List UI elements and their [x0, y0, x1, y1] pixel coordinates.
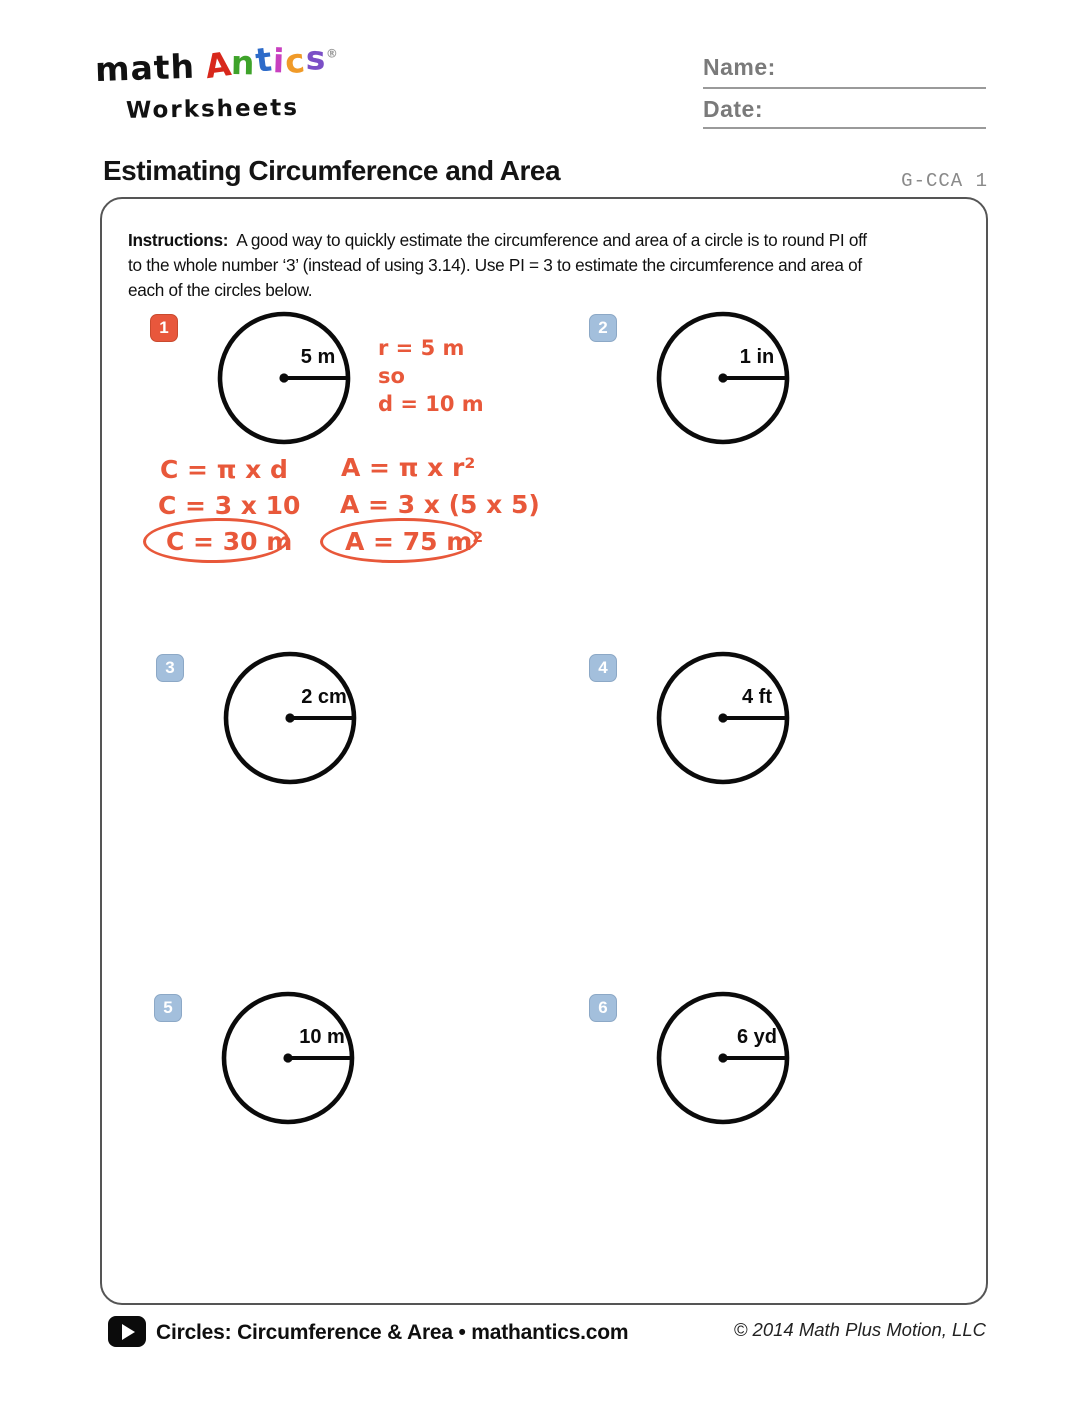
circle-figure	[220, 648, 360, 788]
area-answer: A = 75 m²	[345, 527, 484, 556]
instructions-line: Instructions: A good way to quickly estimate the circumference and area of a circle is to round PI off	[128, 230, 867, 250]
problem-4	[589, 648, 949, 798]
problem-number-badge: 6	[589, 994, 617, 1022]
circle-figure	[653, 648, 793, 788]
play-triangle-icon	[122, 1324, 135, 1340]
problem-number-badge: 2	[589, 314, 617, 342]
radius-label: 10 m	[299, 1026, 345, 1048]
instructions-label: Instructions:	[128, 230, 229, 250]
annotation-line: so	[378, 364, 405, 388]
problem-number-badge: 1	[150, 314, 178, 342]
circle-figure	[218, 988, 358, 1128]
date-field	[703, 96, 986, 129]
radius-label: 4 ft	[742, 686, 772, 708]
circle-figure	[653, 308, 793, 448]
problem-number-badge: 5	[154, 994, 182, 1022]
annotation-line: r = 5 m	[378, 336, 465, 360]
footer-video-title: Circles: Circumference & Area • mathantics.com	[156, 1321, 629, 1344]
logo-wordmark	[94, 37, 339, 90]
problem-2	[589, 308, 949, 458]
logo-worksheets-word: Worksheets	[125, 94, 300, 124]
instructions-line: to the whole number ‘3’ (instead of using 3.14). Use PI = 3 to estimate the circumference and area of	[128, 255, 862, 275]
circle-figure	[653, 988, 793, 1128]
example-annotation	[378, 334, 484, 418]
problem-number-badge: 4	[589, 654, 617, 682]
logo-math-word: math	[94, 46, 196, 90]
registered-trademark-icon: ®	[325, 46, 339, 61]
circumference-substitution: C = 3 x 10	[158, 491, 301, 520]
play-icon	[108, 1316, 146, 1347]
math-antics-logo	[94, 38, 339, 124]
date-label: Date:	[703, 96, 764, 122]
radius-label: 1 in	[739, 346, 775, 368]
name-field	[703, 54, 986, 89]
area-substitution: A = 3 x (5 x 5)	[340, 490, 540, 519]
worksheet-code: G-CCA 1	[901, 170, 988, 192]
circle-figure	[214, 308, 354, 448]
circumference-answer: C = 30 m	[166, 527, 293, 556]
logo-antics-word: Antics	[202, 38, 327, 87]
name-label: Name:	[703, 54, 776, 80]
problem-3	[156, 648, 516, 798]
problem-6	[589, 988, 949, 1138]
copyright-notice: © 2014 Math Plus Motion, LLC	[733, 1319, 986, 1340]
circumference-formula: C = π x d	[160, 455, 288, 484]
area-formula: A = π x r²	[341, 453, 476, 482]
instructions	[128, 228, 867, 303]
radius-label: 6 yd	[736, 1026, 778, 1048]
instructions-line: each of the circles below.	[128, 280, 313, 300]
problem-5	[154, 988, 514, 1138]
problem-number-badge: 3	[156, 654, 184, 682]
annotation-line: d = 10 m	[378, 392, 484, 416]
radius-label: 5 m	[300, 346, 336, 368]
radius-label: 2 cm	[301, 686, 347, 708]
page-title: Estimating Circumference and Area	[103, 155, 561, 186]
